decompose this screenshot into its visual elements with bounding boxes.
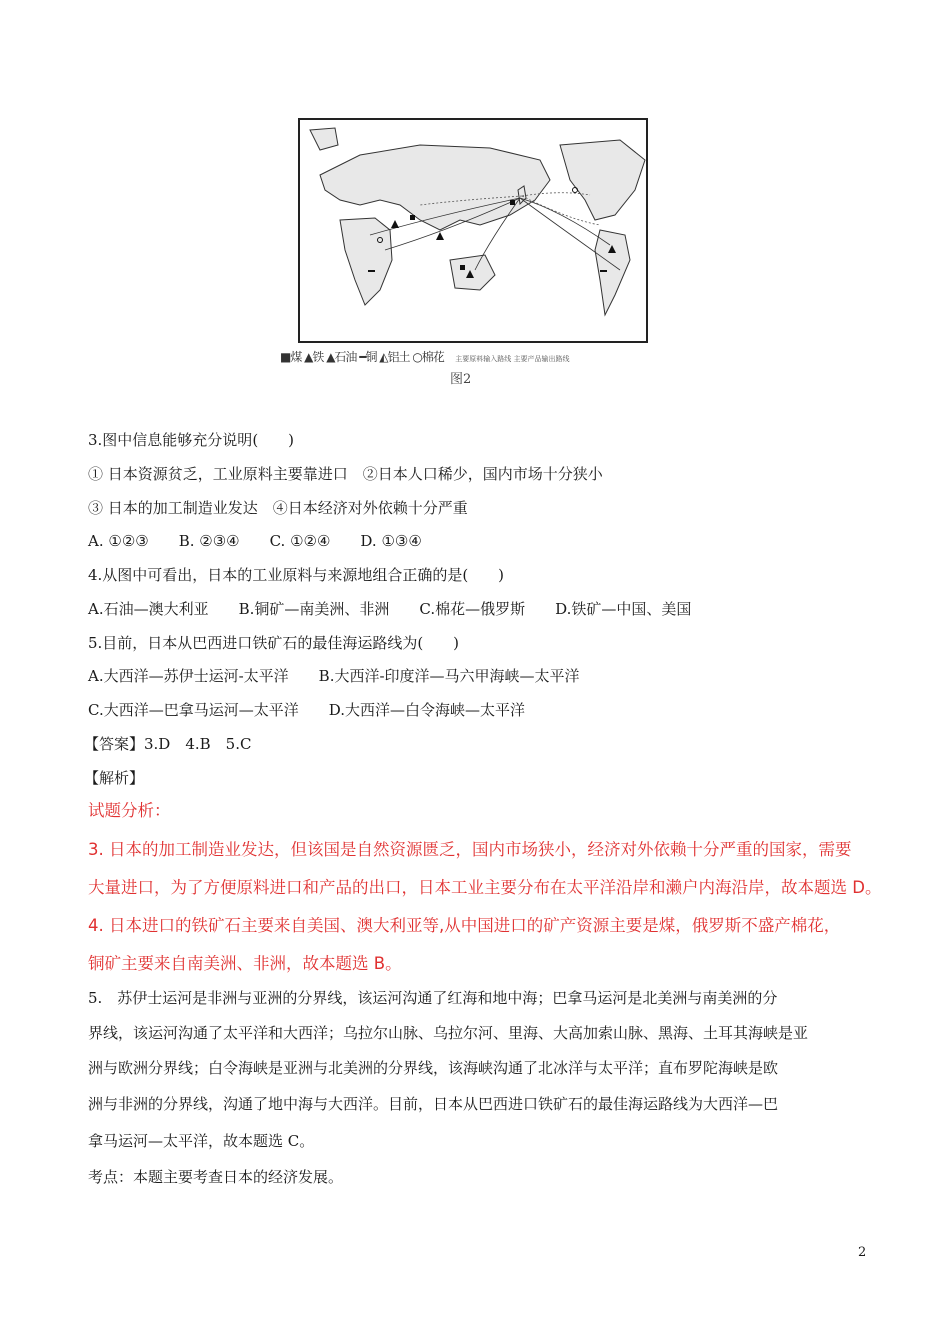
greenland-shape (310, 128, 338, 150)
copper-marker (600, 270, 607, 272)
oil-marker (436, 232, 444, 240)
cotton-marker (573, 188, 578, 193)
explain3-line-2: 大量进口，为了方便原料进口和产品的出口，日本工业主要分布在太平洋沿岸和濑户内海沿岸，故本题选 D。 (88, 878, 882, 897)
q5-options-line-1: A.大西洋—苏伊士运河-太平洋 B.大西洋-印度洋—马六甲海峡—太平洋 (88, 667, 580, 685)
explain4-line-2: 铜矿主要来自南美洲、非洲，故本题选 B。 (88, 954, 402, 973)
explain5-line-3: 洲与欧洲分界线；白令海峡是亚洲与北美洲的分界线，该海峡沟通了北冰洋与太平洋；直布罗陀海峡是欧 (88, 1059, 779, 1077)
map-legend-symbols: ■煤 ▲铁 ▲石油 ━铜 ◭铝土 ○棉花 (280, 350, 444, 364)
q4-options: A.石油—澳大利亚 B.铜矿—南美洲、非洲 C.棉花—俄罗斯 D.铁矿—中国、美国 (88, 600, 692, 618)
south-america-shape (595, 230, 630, 315)
coal-marker (460, 265, 465, 270)
copper-marker (368, 270, 375, 272)
explain5-line-1: 5. 苏伊士运河是非洲与亚洲的分界线，该运河沟通了红海和地中海；巴拿马运河是北美洲与南美洲的分 (88, 989, 778, 1007)
explain5-line-2: 界线，该运河沟通了太平洋和大西洋；乌拉尔山脉、乌拉尔河、里海、大高加索山脉、黑海、土耳其海峡是亚 (88, 1024, 809, 1042)
analysis-title: 【解析】 (84, 769, 145, 787)
explain3-line-1: 3. 日本的加工制造业发达，但该国是自然资源匮乏，国内市场狭小，经济对外依赖十分严重的国家，需要 (88, 840, 852, 859)
world-map-drawing (300, 120, 648, 343)
north-america-shape (560, 140, 645, 220)
coal-marker (410, 215, 415, 220)
map-legend-route-keys: 主要原料输入路线 主要产品输出路线 (455, 355, 570, 363)
q3-statement-line-2: ③ 日本的加工制造业发达 ④日本经济对外依赖十分严重 (88, 499, 468, 517)
kaodian-line: 考点：本题主要考查日本的经济发展。 (88, 1168, 344, 1186)
map-legend (280, 348, 680, 364)
q5-options-line-2: C.大西洋—巴拿马运河—太平洋 D.大西洋—白令海峡—太平洋 (88, 701, 525, 719)
q3-stem: 3.图中信息能够充分说明( ) (88, 431, 295, 449)
explain5-line-4: 洲与非洲的分界线，沟通了地中海与大西洋。目前，日本从巴西进口铁矿石的最佳海运路线为大西洋—巴 (88, 1095, 779, 1113)
page-number: 2 (858, 1245, 867, 1260)
q4-stem: 4.从图中可看出，日本的工业原料与来源地组合正确的是( ) (88, 566, 505, 584)
q5-stem: 5.目前，日本从巴西进口铁矿石的最佳海运路线为( ) (88, 634, 460, 652)
world-map-figure (280, 115, 680, 390)
explain5-line-5: 拿马运河—太平洋，故本题选 C。 (88, 1132, 315, 1150)
q3-options: A. ①②③ B. ②③④ C. ①②④ D. ①③④ (88, 532, 422, 550)
coal-marker (510, 200, 515, 205)
explain4-line-1: 4. 日本进口的铁矿石主要来自美国、澳大利亚等,从中国进口的矿产资源主要是煤，俄罗斯不盛产棉花， (88, 916, 841, 935)
oil-marker (391, 220, 399, 228)
q3-statement-line-1: ① 日本资源贫乏，工业原料主要靠进口 ②日本人口稀少，国内市场十分狭小 (88, 465, 603, 483)
world-map (298, 118, 648, 343)
answer-line: 【答案】3.D 4.B 5.C (84, 735, 252, 753)
australia-shape (450, 255, 495, 290)
analysis-subtitle: 试题分析： (88, 801, 171, 820)
figure-caption: 图2 (450, 372, 472, 387)
